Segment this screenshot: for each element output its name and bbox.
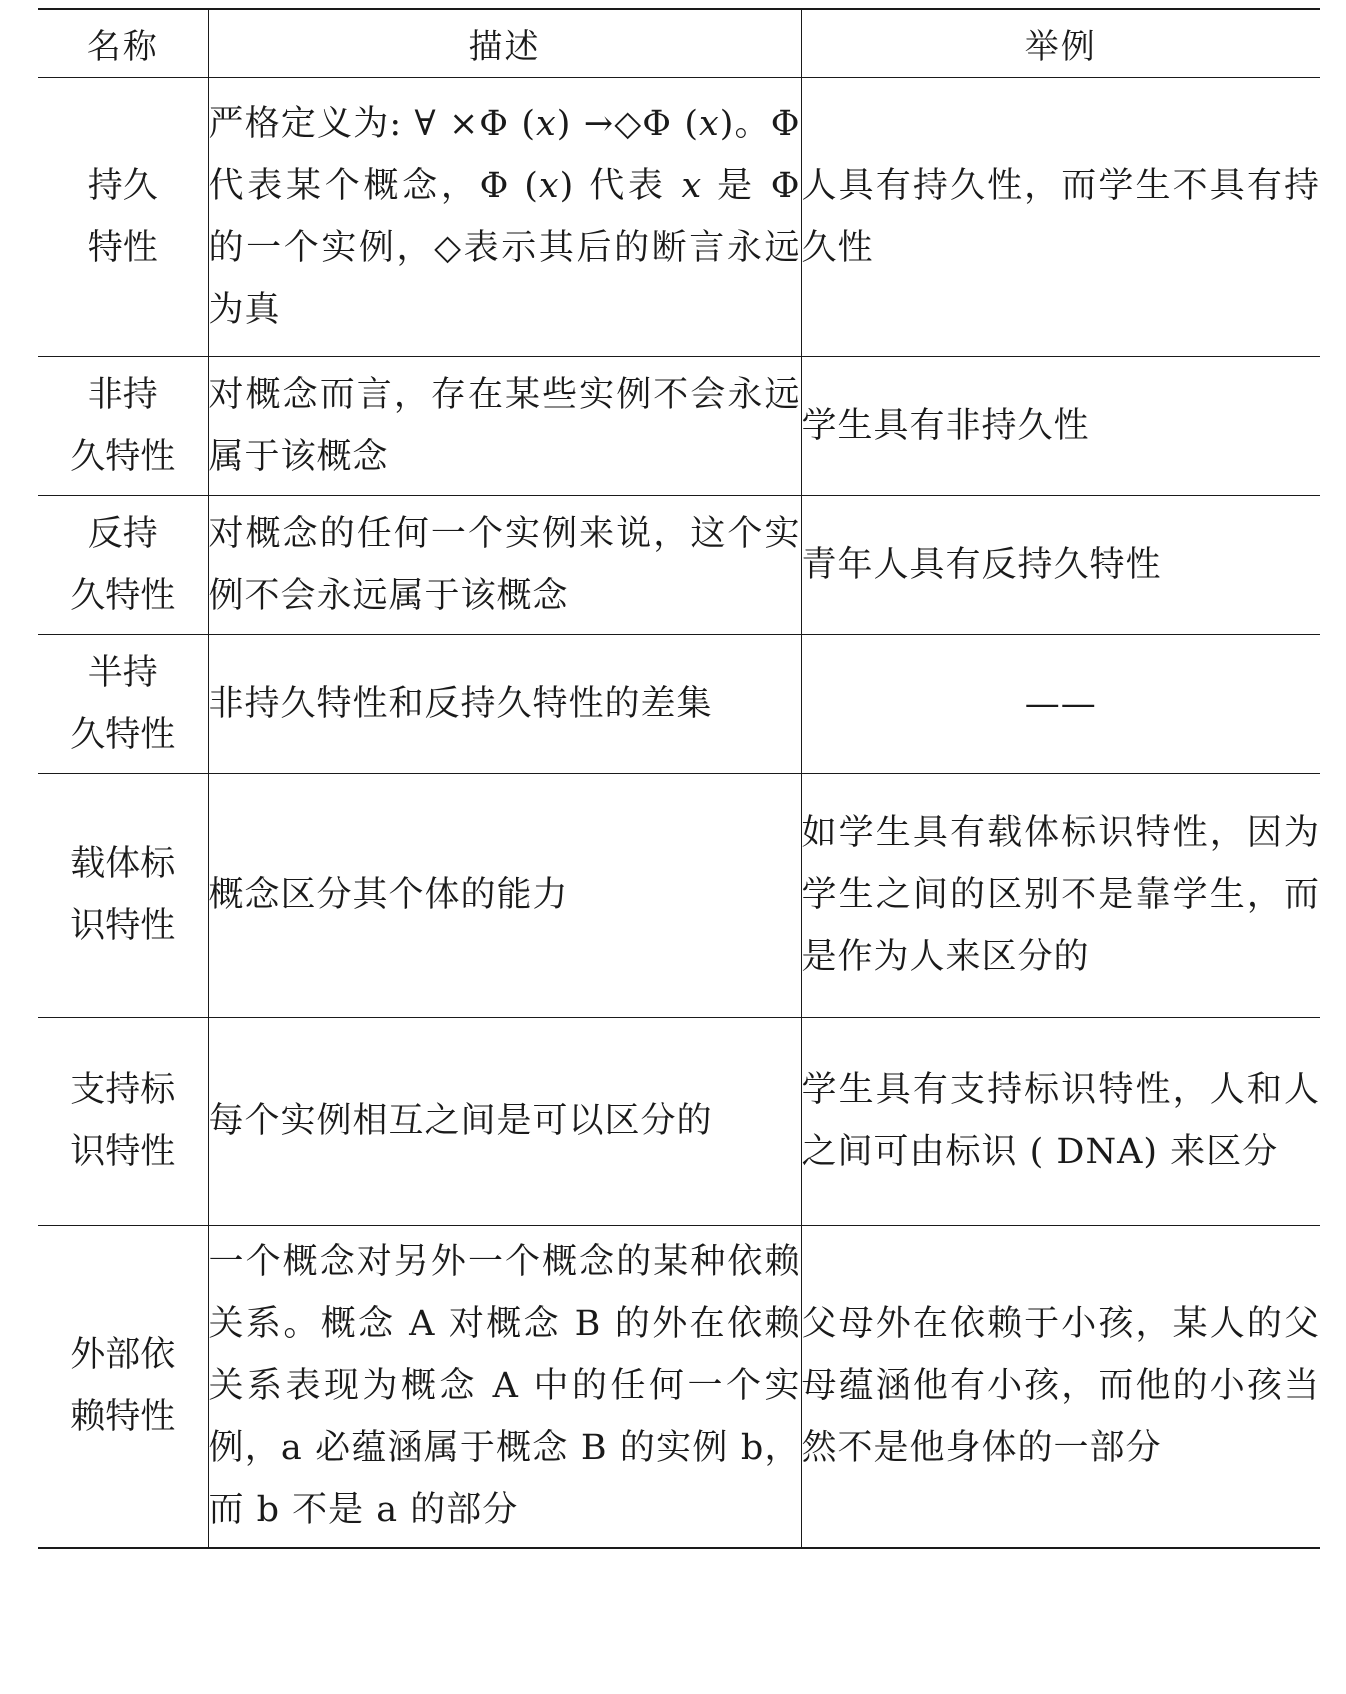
table-row bbox=[38, 1225, 1320, 1548]
row-name: 载体标 识特性 bbox=[38, 773, 208, 1017]
table-row bbox=[38, 495, 1320, 634]
row-desc: 概念区分其个体的能力 bbox=[208, 773, 801, 1017]
row-example: —— bbox=[801, 634, 1320, 773]
table-row bbox=[38, 1017, 1320, 1225]
header-example: 举例 bbox=[801, 9, 1320, 77]
row-name: 外部依 赖特性 bbox=[38, 1225, 208, 1548]
row-example: 学生具有非持久性 bbox=[801, 356, 1320, 495]
row-example: 如学生具有载体标识特性，因为学生之间的区别不是靠学生，而是作为人来区分的 bbox=[801, 773, 1320, 1017]
row-desc: 一个概念对另外一个概念的某种依赖关系。概念 A 对概念 B 的外在依赖关系表现为概念 A 中的任何一个实例，a 必蕴涵属于概念 B 的实例 b，而 b 不是 a 的部分 bbox=[208, 1225, 801, 1548]
row-example: 父母外在依赖于小孩，某人的父母蕴涵他有小孩，而他的小孩当然不是他身体的一部分 bbox=[801, 1225, 1320, 1548]
table-row bbox=[38, 77, 1320, 356]
row-name: 非持 久特性 bbox=[38, 356, 208, 495]
row-example: 人具有持久性，而学生不具有持久性 bbox=[801, 77, 1320, 356]
row-name: 支持标 识特性 bbox=[38, 1017, 208, 1225]
table-row bbox=[38, 356, 1320, 495]
row-desc: 对概念而言，存在某些实例不会永远属于该概念 bbox=[208, 356, 801, 495]
header-name: 名称 bbox=[38, 9, 208, 77]
header-row bbox=[38, 9, 1320, 77]
row-desc: 非持久特性和反持久特性的差集 bbox=[208, 634, 801, 773]
row-name: 持久 特性 bbox=[38, 77, 208, 356]
property-table bbox=[38, 8, 1320, 1549]
row-name: 半持 久特性 bbox=[38, 634, 208, 773]
table-row bbox=[38, 634, 1320, 773]
row-name: 反持 久特性 bbox=[38, 495, 208, 634]
row-desc: 对概念的任何一个实例来说，这个实例不会永远属于该概念 bbox=[208, 495, 801, 634]
header-desc: 描述 bbox=[208, 9, 801, 77]
row-example: 青年人具有反持久特性 bbox=[801, 495, 1320, 634]
row-example: 学生具有支持标识特性，人和人之间可由标识 ( DNA) 来区分 bbox=[801, 1017, 1320, 1225]
table-row bbox=[38, 773, 1320, 1017]
row-desc: 严格定义为: ∀ ×Φ (x) →◇Φ (x)。Φ 代表某个概念，Φ (x) 代表 x 是 Φ 的一个实例，◇表示其后的断言永远为真 bbox=[208, 77, 801, 356]
row-desc: 每个实例相互之间是可以区分的 bbox=[208, 1017, 801, 1225]
